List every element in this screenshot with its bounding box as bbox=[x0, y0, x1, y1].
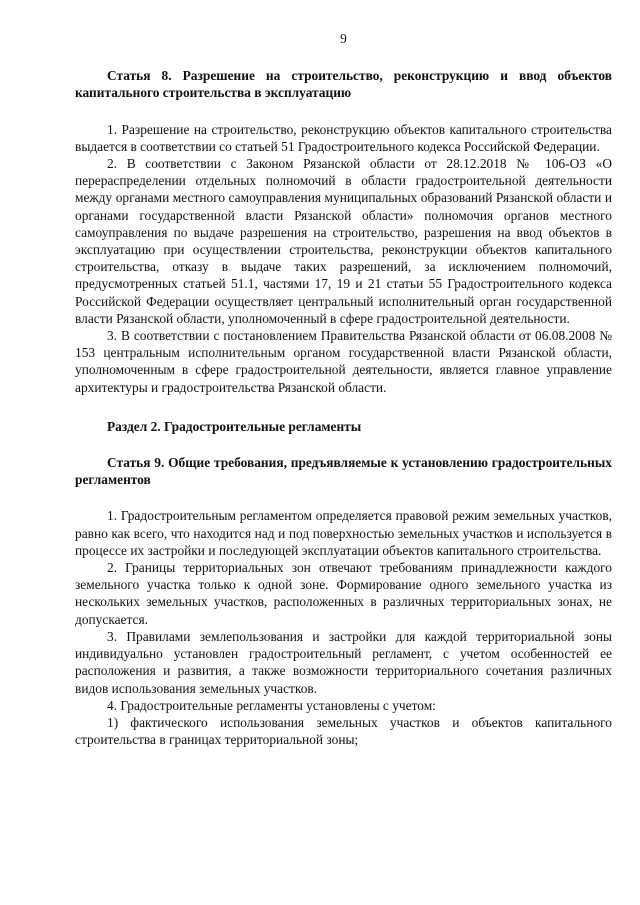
article-9-paragraph-2: 2. Границы территориальных зон отвечают требованиям принадлежности каждого земельного участка только к одной зоне. Формирование одного земельного участка из нескольких земельных участков, расположенных в различных территориальных зонах, не допускается. bbox=[75, 560, 612, 627]
article-8-paragraph-2: 2. В соответствии с Законом Рязанской области от 28.12.2018 № 106-ОЗ «О перераспределении отдельных полномочий в области градостроительной деятельности между органами местного самоуправления муниципальных образований Рязанской области и органами государственной власти Рязанской области» полномочия органов местного самоуправления по выдаче разрешения на строительство, разрешения на ввод объектов в эксплуатацию при осуществлении строительства, реконструкции объектов капитального строительства, отказу в выдаче таких разрешений, за исключением полномочий, предусмотренных статьей 51.1, частями 17, 19 и 21 статьи 55 Градостроительного кодекса Российской Федерации осуществляет центральный исполнительный орган государственной власти Рязанской области, уполномоченный в сфере градостроительной деятельности. bbox=[75, 156, 612, 326]
article-8-paragraph-3: 3. В соответствии с постановлением Правительства Рязанской области от 06.08.2008 № 153 центральным исполнительным органом государственной власти Рязанской области, уполномоченным в сфере градостроительной деятельности, является главное управление архитектуры и градостроительства Рязанской области. bbox=[75, 328, 612, 395]
page-number: 9 bbox=[340, 31, 347, 46]
article-9-paragraph-5: 1) фактического использования земельных участков и объектов капитального строительства в границах территориальной зоны; bbox=[75, 714, 612, 748]
article-8-title: Статья 8. Разрешение на строительство, реконструкцию и ввод объектов капитального строительства в эксплуатацию bbox=[75, 68, 612, 101]
article-9-paragraph-4: 4. Градостроительные регламенты установлены с учетом: bbox=[107, 697, 436, 713]
article-9-title: Статья 9. Общие требования, предъявляемые к установлению градостроительных регламентов bbox=[75, 455, 612, 488]
article-9-body bbox=[75, 507, 612, 748]
article-9-paragraph-3: 3. Правилами землепользования и застройки для каждой территориальной зоны индивидуально установлен градостроительный регламент, с учетом особенностей ее расположения и развития, а также возможности территориального сочетания различных видов использования земельных участков. bbox=[75, 628, 612, 696]
article-8-body bbox=[75, 121, 612, 396]
section-2-title: Раздел 2. Градостроительные регламенты bbox=[107, 418, 362, 434]
article-9-paragraph-1: 1. Градостроительным регламентом определяется правовой режим земельных участков, равно как всего, что находится над и под поверхностью земельных участков и используется в процессе их застройки и последующей эксплуатации объектов капитального строительства. bbox=[75, 508, 612, 558]
article-8-paragraph-1: 1. Разрешение на строительство, реконструкцию объектов капитального строительства выдается в соответствии со статьей 51 Градостроительного кодекса Российской Федерации. bbox=[75, 121, 612, 154]
